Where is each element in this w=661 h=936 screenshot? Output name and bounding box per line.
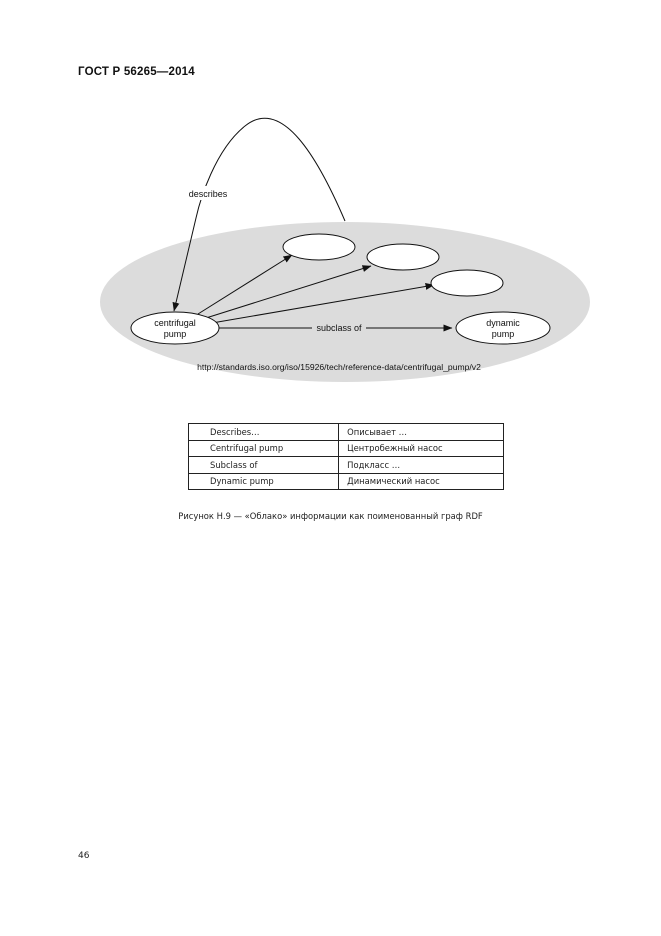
- table-cell-ru: Центробежный насос: [339, 440, 504, 457]
- graph-node-empty-3: [431, 270, 503, 296]
- table-cell-en: Centrifugal pump: [189, 440, 339, 457]
- node-dynamic-pump: [456, 312, 550, 344]
- translation-table: [188, 423, 504, 490]
- node-centrifugal-pump-line1: centrifugal: [154, 318, 196, 328]
- graph-node-empty-1: [283, 234, 355, 260]
- describes-label: describes: [188, 189, 228, 199]
- table-cell-ru: Подкласс …: [339, 457, 504, 474]
- subclass-label: subclass of: [316, 323, 362, 333]
- cloud-uri: http://standards.iso.org/iso/15926/tech/reference-data/centrifugal_pump/v2: [197, 362, 481, 372]
- table-row: [189, 457, 504, 474]
- table-cell-en: Describes…: [189, 424, 339, 441]
- node-dynamic-pump-line1: dynamic: [486, 318, 520, 328]
- table-cell-en: Subclass of: [189, 457, 339, 474]
- table-row: [189, 440, 504, 457]
- page-number: 46: [78, 851, 90, 861]
- node-dynamic-pump-line2: pump: [491, 329, 515, 339]
- node-centrifugal-pump: [131, 312, 219, 344]
- graph-node-empty-2: [367, 244, 439, 270]
- table-row: [189, 473, 504, 490]
- figure-caption: Рисунок Н.9 — «Облако» информации как поименованный граф RDF: [178, 511, 483, 521]
- node-centrifugal-pump-line2: pump: [163, 329, 187, 339]
- table-row: [189, 424, 504, 441]
- table-cell-en: Dynamic pump: [189, 473, 339, 490]
- rdf-graph-figure: [0, 0, 661, 400]
- document-header: ГОСТ Р 56265—2014: [78, 66, 195, 78]
- table-cell-ru: Динамический насос: [339, 473, 504, 490]
- table-cell-ru: Описывает …: [339, 424, 504, 441]
